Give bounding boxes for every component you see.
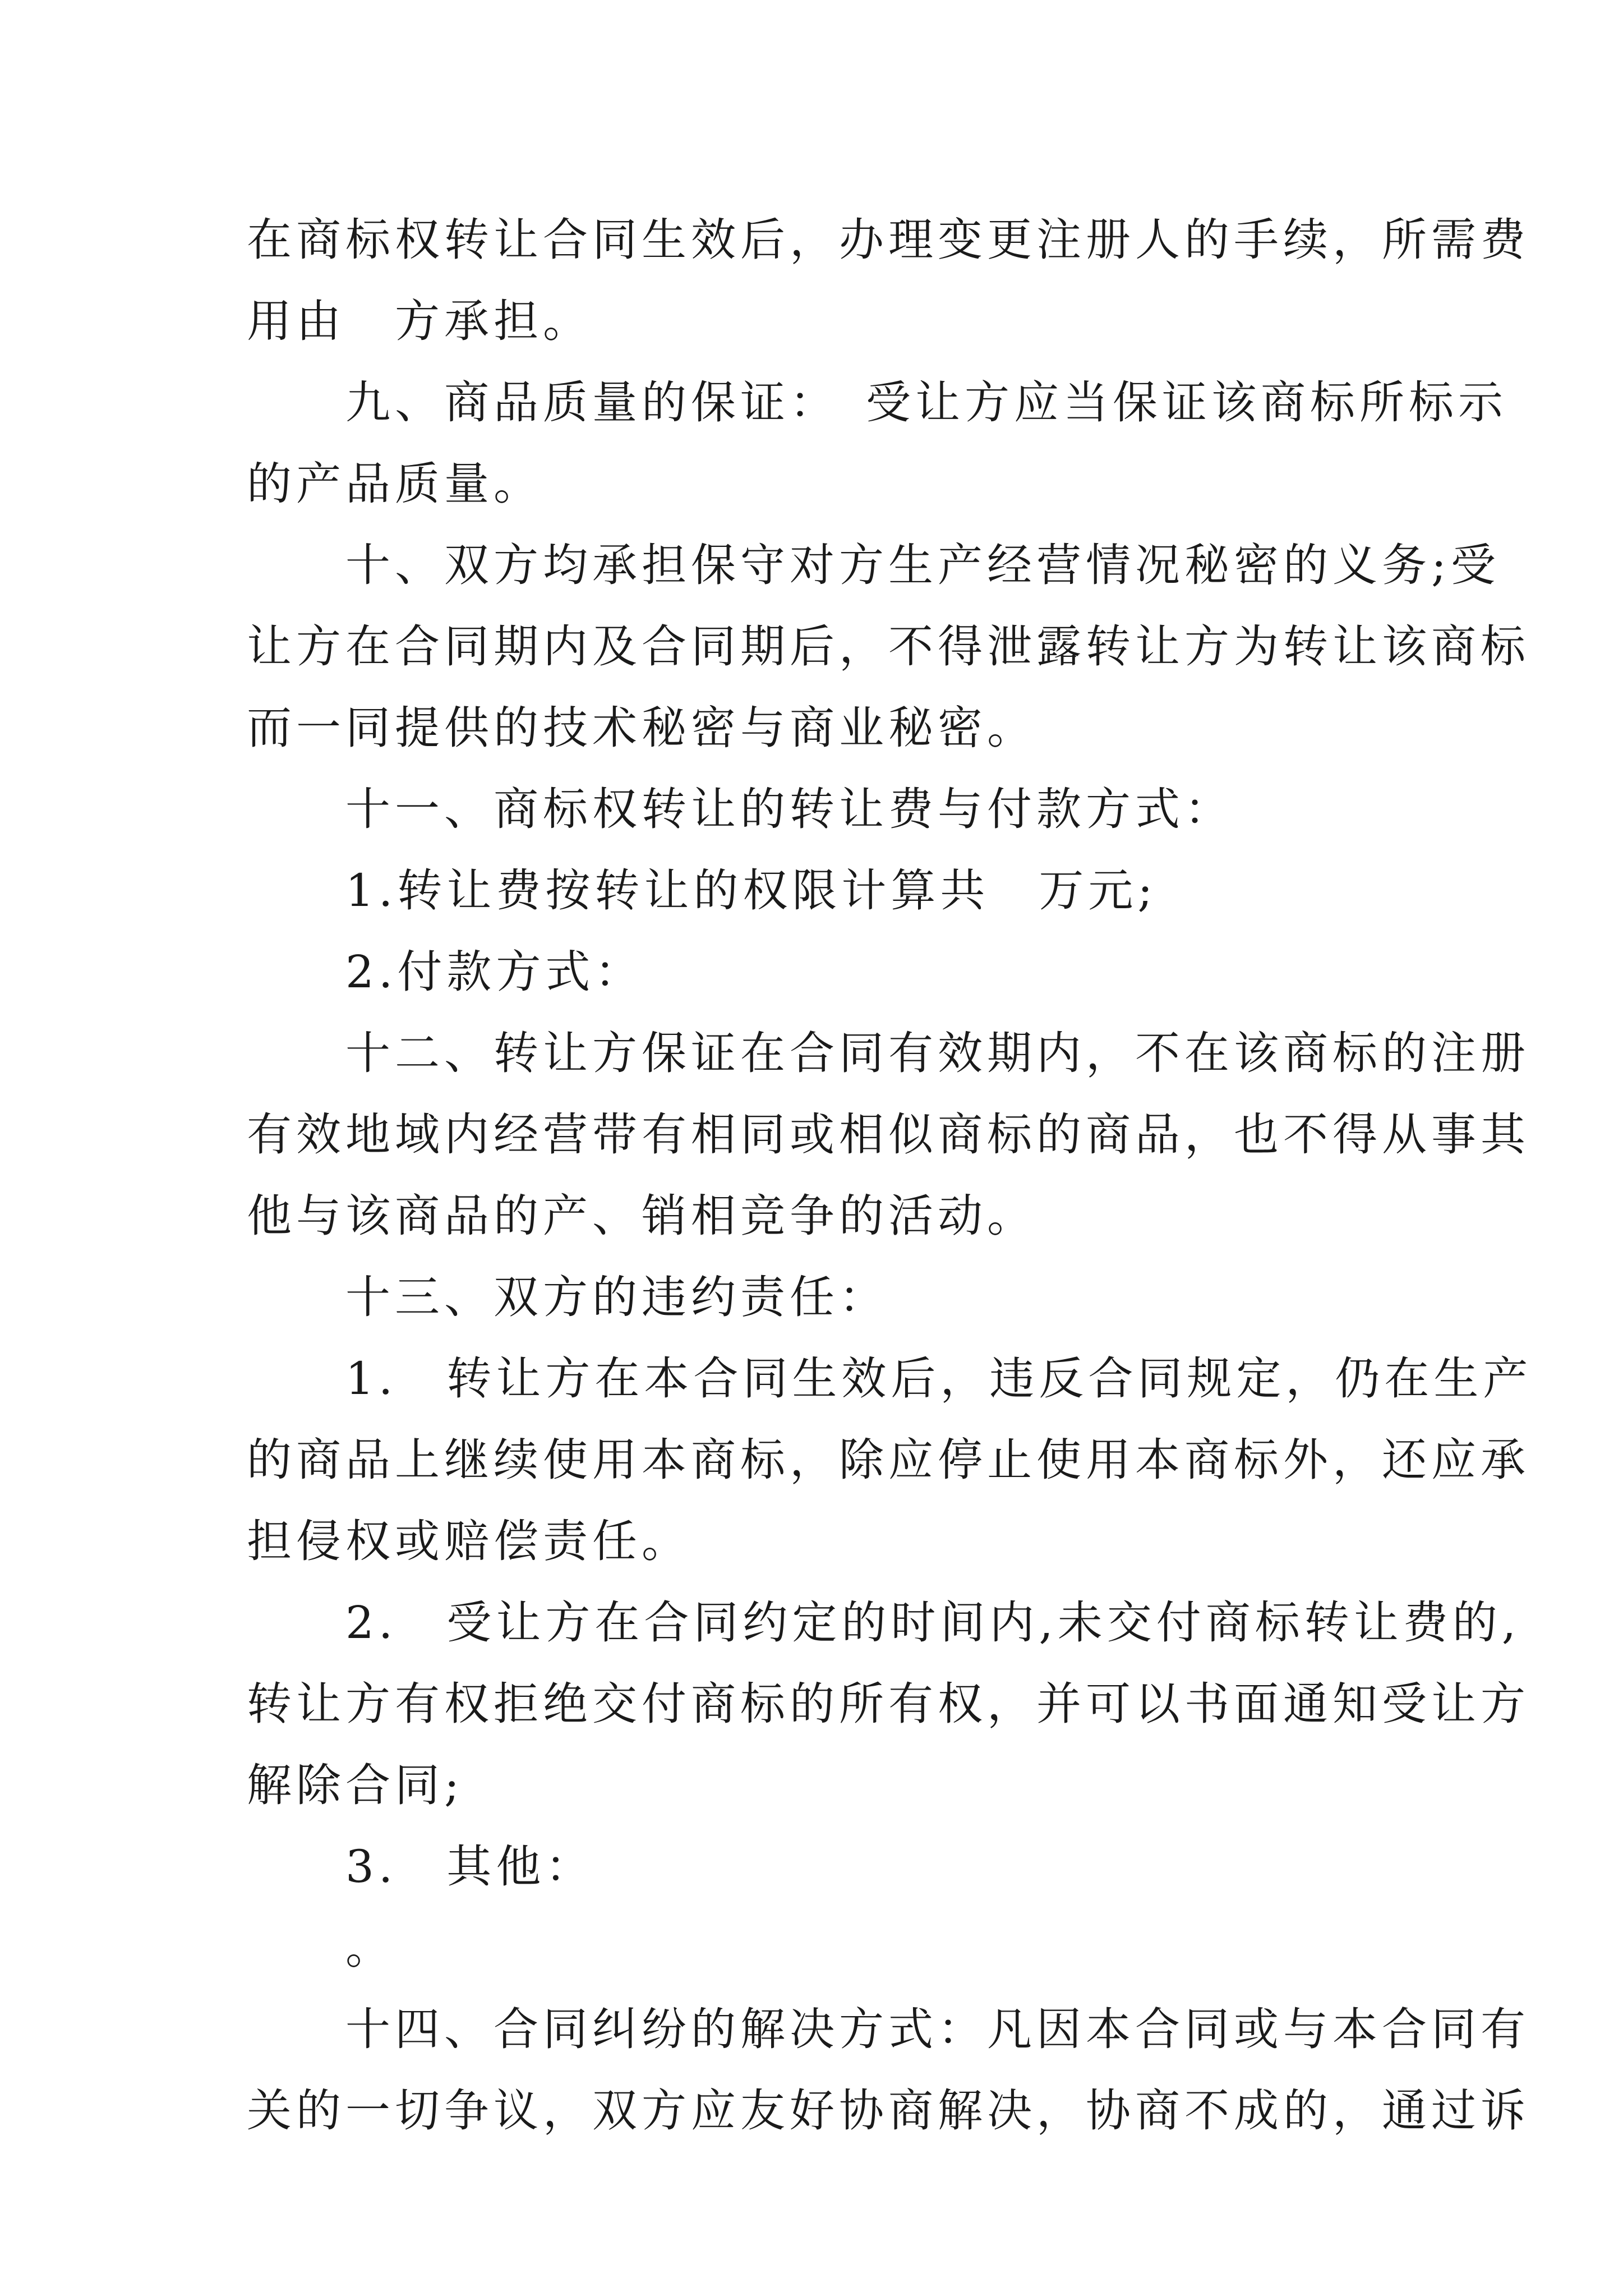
text-line: 十一、商标权转让的转让费与付款方式： [247, 783, 1234, 835]
text-line: 关的一切争议，双方应友好协商解决，协商不成的，通过诉 [247, 2085, 1530, 2137]
text-line: 2.付款方式： [247, 946, 644, 998]
text-line: 十三、双方的违约责任： [247, 1271, 888, 1323]
text-line: 2. 受让方在合同约定的时间内,未交付商标转让费的, [247, 1596, 1521, 1649]
text-line: 让方在合同期内及合同期后，不得泄露转让方为转让该商标 [247, 620, 1530, 673]
text-line: 的商品上继续使用本商标，除应停止使用本商标外，还应承 [247, 1434, 1530, 1486]
text-line: 他与该商品的产、销相竞争的活动。 [247, 1190, 1036, 1242]
text-line: 在商标权转让合同生效后，办理变更注册人的手续，所需费 [247, 214, 1530, 266]
text-line: 的产品质量。 [247, 458, 543, 510]
text-line: 十、双方均承担保守对方生产经营情况秘密的义务;受 [247, 539, 1500, 591]
text-line: 而一同提供的技术秘密与商业秘密。 [247, 702, 1036, 754]
text-line: 3. 其他： [247, 1841, 595, 1893]
text-line: 十四、合同纠纷的解决方式：凡因本合同或与本合同有 [247, 2003, 1530, 2055]
contract-text [247, 199, 1533, 2151]
text-line: 用由 方承担。 [247, 295, 592, 347]
text-line: 。 [247, 1922, 395, 1974]
text-line: 担侵权或赔偿责任。 [247, 1515, 691, 1567]
text-line: 1.转让费按转让的权限计算共 万元; [247, 864, 1158, 917]
text-line: 九、商品质量的保证： 受让方应当保证该商标所标示 [247, 376, 1507, 429]
text-line: 解除合同; [247, 1759, 464, 1811]
text-line: 十二、转让方保证在合同有效期内，不在该商标的注册 [247, 1027, 1530, 1079]
text-line: 1. 转让方在本合同生效后，违反合同规定，仍在生产 [247, 1352, 1533, 1405]
text-line: 有效地域内经营带有相同或相似商标的商品，也不得从事其 [247, 1108, 1530, 1161]
text-line: 转让方有权拒绝交付商标的所有权，并可以书面通知受让方 [247, 1678, 1530, 1730]
